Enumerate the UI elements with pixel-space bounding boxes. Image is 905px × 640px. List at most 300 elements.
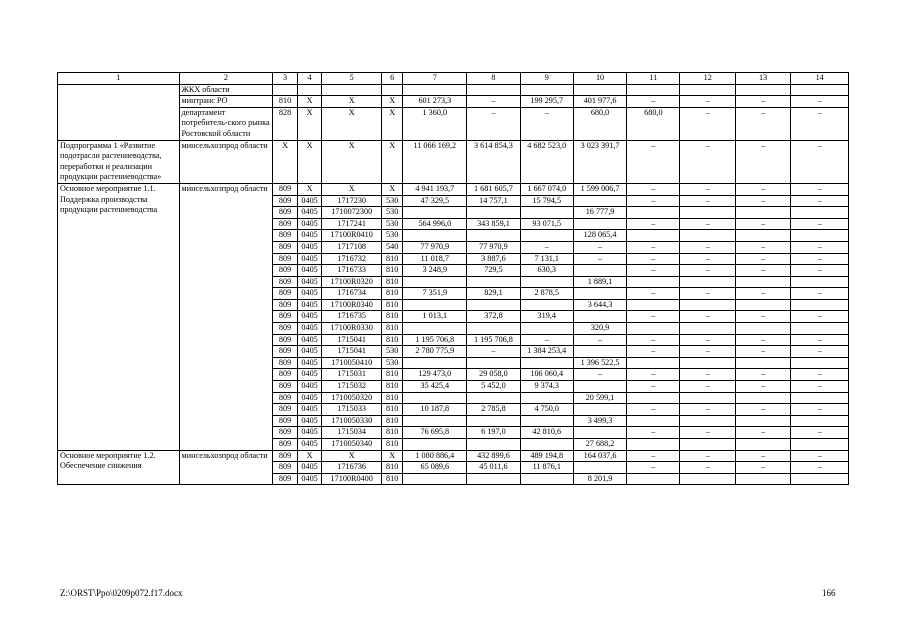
value-cell: 4 941 193,7 [403, 183, 467, 195]
value-cell [403, 439, 467, 451]
executor-cell: департамент потребитель-ского рынка Ростовской области [179, 107, 273, 140]
value-cell: 0405 [297, 218, 322, 230]
value-cell: 1710050320 [322, 392, 382, 404]
value-cell: – [735, 96, 790, 108]
value-cell: – [680, 96, 735, 108]
value-cell: 810 [382, 381, 403, 393]
value-cell [627, 230, 680, 242]
value-cell [735, 439, 790, 451]
value-cell: – [735, 183, 790, 195]
value-cell: 2 878,5 [520, 288, 573, 300]
value-cell [520, 230, 573, 242]
value-cell: 432 899,6 [467, 450, 520, 462]
executor-cell: минсельхозпрод области [179, 140, 273, 183]
value-cell: 0405 [297, 334, 322, 346]
value-cell: – [680, 404, 735, 416]
value-cell [573, 195, 626, 207]
value-cell: 1 889,1 [573, 276, 626, 288]
value-cell: X [297, 96, 322, 108]
value-cell [791, 299, 849, 311]
value-cell: – [735, 218, 790, 230]
value-cell [627, 392, 680, 404]
value-cell: – [627, 183, 680, 195]
value-cell [680, 84, 735, 96]
value-cell: – [627, 311, 680, 323]
value-cell: 0405 [297, 276, 322, 288]
value-cell [791, 439, 849, 451]
value-cell: 319,4 [520, 311, 573, 323]
value-cell [735, 323, 790, 335]
value-cell: – [735, 427, 790, 439]
value-cell: 809 [273, 427, 298, 439]
value-cell: – [627, 334, 680, 346]
value-cell [573, 381, 626, 393]
table-body [58, 84, 849, 485]
value-cell: – [791, 253, 849, 265]
value-cell: 0405 [297, 241, 322, 253]
value-cell: 1716734 [322, 288, 382, 300]
value-cell: 0405 [297, 392, 322, 404]
value-cell [403, 207, 467, 219]
column-header: 8 [467, 73, 520, 85]
value-cell: 0405 [297, 427, 322, 439]
value-cell: 1716736 [322, 462, 382, 474]
column-header: 6 [382, 73, 403, 85]
value-cell [680, 473, 735, 485]
value-cell: 809 [273, 404, 298, 416]
value-cell: X [382, 96, 403, 108]
value-cell: 829,1 [467, 288, 520, 300]
value-cell [680, 299, 735, 311]
value-cell [520, 84, 573, 96]
value-cell [573, 404, 626, 416]
value-cell: – [735, 107, 790, 140]
column-header: 12 [680, 73, 735, 85]
value-cell: – [735, 288, 790, 300]
value-cell: 17100R0410 [322, 230, 382, 242]
value-cell: 3 614 854,3 [467, 140, 520, 183]
value-cell: 828 [273, 107, 298, 140]
value-cell: 810 [382, 276, 403, 288]
value-cell: 14 757,1 [467, 195, 520, 207]
value-cell: 1 080 886,4 [403, 450, 467, 462]
value-cell [520, 439, 573, 451]
value-cell: – [680, 311, 735, 323]
value-cell: 810 [273, 96, 298, 108]
value-cell: – [735, 195, 790, 207]
value-cell [520, 357, 573, 369]
program-name-cell [58, 84, 180, 140]
value-cell [573, 265, 626, 277]
table-row [58, 450, 849, 462]
value-cell: 810 [382, 334, 403, 346]
value-cell: – [791, 462, 849, 474]
value-cell: – [791, 369, 849, 381]
column-header: 4 [297, 73, 322, 85]
value-cell: 1710050410 [322, 357, 382, 369]
column-header: 2 [179, 73, 273, 85]
value-cell: 810 [382, 265, 403, 277]
value-cell: – [573, 253, 626, 265]
value-cell [467, 207, 520, 219]
value-cell: 0405 [297, 195, 322, 207]
value-cell [735, 84, 790, 96]
value-cell: X [297, 107, 322, 140]
value-cell: 0405 [297, 462, 322, 474]
value-cell: – [573, 369, 626, 381]
value-cell [403, 276, 467, 288]
value-cell: 1 013,1 [403, 311, 467, 323]
value-cell: – [467, 107, 520, 140]
value-cell: – [520, 241, 573, 253]
value-cell [680, 276, 735, 288]
value-cell: – [791, 334, 849, 346]
value-cell: 809 [273, 253, 298, 265]
value-cell: – [627, 195, 680, 207]
value-cell: 729,5 [467, 265, 520, 277]
value-cell: 0405 [297, 230, 322, 242]
value-cell [627, 84, 680, 96]
value-cell [573, 288, 626, 300]
value-cell: 0405 [297, 323, 322, 335]
value-cell: 530 [382, 230, 403, 242]
value-cell: – [791, 404, 849, 416]
value-cell: 809 [273, 392, 298, 404]
value-cell: – [791, 450, 849, 462]
value-cell [467, 299, 520, 311]
column-header: 10 [573, 73, 626, 85]
value-cell: – [627, 241, 680, 253]
value-cell: 47 329,5 [403, 195, 467, 207]
value-cell: 809 [273, 381, 298, 393]
value-cell: 809 [273, 230, 298, 242]
value-cell: 3 887,6 [467, 253, 520, 265]
executor-cell: минсельхозпрод области [179, 450, 273, 485]
value-cell [680, 207, 735, 219]
executor-cell: минтранс РО [179, 96, 273, 108]
value-cell: 489 194,8 [520, 450, 573, 462]
value-cell: – [680, 288, 735, 300]
executor-cell: ЖКХ области [179, 84, 273, 96]
value-cell: 810 [382, 323, 403, 335]
value-cell: – [680, 183, 735, 195]
value-cell: 1 396 522,5 [573, 357, 626, 369]
value-cell [680, 392, 735, 404]
value-cell: 0405 [297, 381, 322, 393]
value-cell: 809 [273, 462, 298, 474]
value-cell [467, 230, 520, 242]
value-cell: 5 452,0 [467, 381, 520, 393]
value-cell: X [322, 140, 382, 183]
value-cell [573, 427, 626, 439]
value-cell: 1716732 [322, 253, 382, 265]
value-cell: 530 [382, 195, 403, 207]
value-cell: 6 197,0 [467, 427, 520, 439]
value-cell: X [273, 140, 298, 183]
value-cell [791, 84, 849, 96]
value-cell: – [680, 195, 735, 207]
value-cell [791, 473, 849, 485]
value-cell [467, 415, 520, 427]
value-cell: 129 473,0 [403, 369, 467, 381]
value-cell: 0405 [297, 357, 322, 369]
table-row [58, 140, 849, 183]
value-cell: 1715041 [322, 346, 382, 358]
value-cell: – [735, 381, 790, 393]
value-cell: X [382, 140, 403, 183]
value-cell: – [735, 369, 790, 381]
value-cell: 810 [382, 369, 403, 381]
value-cell: – [467, 346, 520, 358]
value-cell: – [735, 450, 790, 462]
value-cell: – [735, 346, 790, 358]
value-cell: X [382, 183, 403, 195]
value-cell: 809 [273, 311, 298, 323]
value-cell: 0405 [297, 369, 322, 381]
value-cell: 530 [382, 218, 403, 230]
value-cell: – [627, 450, 680, 462]
value-cell [297, 84, 322, 96]
value-cell [735, 415, 790, 427]
value-cell [520, 392, 573, 404]
value-cell [735, 230, 790, 242]
column-header: 11 [627, 73, 680, 85]
value-cell: 810 [382, 299, 403, 311]
value-cell: 17100R0320 [322, 276, 382, 288]
value-cell: 17100R0340 [322, 299, 382, 311]
value-cell [735, 392, 790, 404]
value-cell [627, 323, 680, 335]
value-cell [467, 84, 520, 96]
value-cell: 1715034 [322, 427, 382, 439]
value-cell: 809 [273, 334, 298, 346]
value-cell: – [627, 381, 680, 393]
value-cell: – [680, 462, 735, 474]
value-cell: – [735, 265, 790, 277]
value-cell: 680,0 [627, 107, 680, 140]
value-cell [403, 84, 467, 96]
value-cell: – [791, 381, 849, 393]
value-cell [467, 357, 520, 369]
value-cell: – [627, 346, 680, 358]
value-cell: – [627, 288, 680, 300]
value-cell: 1710072300 [322, 207, 382, 219]
value-cell: – [791, 241, 849, 253]
value-cell: 10 187,8 [403, 404, 467, 416]
value-cell [573, 218, 626, 230]
value-cell: 810 [382, 311, 403, 323]
value-cell: 15 794,5 [520, 195, 573, 207]
value-cell: 164 037,6 [573, 450, 626, 462]
value-cell [520, 415, 573, 427]
value-cell [627, 473, 680, 485]
value-cell: – [791, 140, 849, 183]
value-cell [403, 357, 467, 369]
column-header: 1 [58, 73, 180, 85]
value-cell [680, 230, 735, 242]
value-cell: 16 777,9 [573, 207, 626, 219]
value-cell: – [680, 346, 735, 358]
value-cell [467, 392, 520, 404]
value-cell [627, 415, 680, 427]
value-cell: 809 [273, 207, 298, 219]
value-cell [791, 415, 849, 427]
value-cell: 810 [382, 415, 403, 427]
value-cell: 35 425,4 [403, 381, 467, 393]
value-cell [735, 473, 790, 485]
value-cell: – [791, 96, 849, 108]
value-cell: – [680, 427, 735, 439]
value-cell: – [520, 334, 573, 346]
value-cell: 199 295,7 [520, 96, 573, 108]
value-cell: 810 [382, 462, 403, 474]
value-cell: 77 970,9 [467, 241, 520, 253]
value-cell: 809 [273, 183, 298, 195]
value-cell: 2 780 775,9 [403, 346, 467, 358]
column-header: 9 [520, 73, 573, 85]
value-cell [520, 299, 573, 311]
value-cell: 0405 [297, 439, 322, 451]
value-cell [403, 323, 467, 335]
value-cell [627, 276, 680, 288]
value-cell: 810 [382, 439, 403, 451]
value-cell: – [680, 218, 735, 230]
value-cell [627, 439, 680, 451]
value-cell: – [680, 381, 735, 393]
value-cell: 809 [273, 357, 298, 369]
value-cell: – [791, 288, 849, 300]
value-cell: 0405 [297, 299, 322, 311]
value-cell: 810 [382, 253, 403, 265]
value-cell: 0405 [297, 253, 322, 265]
value-cell: 77 970,9 [403, 241, 467, 253]
value-cell: 1 384 253,4 [520, 346, 573, 358]
value-cell: X [297, 450, 322, 462]
table-header-row [58, 73, 849, 85]
value-cell: 11 066 169,2 [403, 140, 467, 183]
value-cell: 809 [273, 299, 298, 311]
value-cell: 11 018,7 [403, 253, 467, 265]
value-cell: 1 681 605,7 [467, 183, 520, 195]
value-cell: – [791, 107, 849, 140]
column-header: 7 [403, 73, 467, 85]
value-cell [573, 346, 626, 358]
value-cell: 93 071,5 [520, 218, 573, 230]
value-cell: 0405 [297, 288, 322, 300]
value-cell [791, 276, 849, 288]
value-cell [627, 299, 680, 311]
page-number: 166 [822, 588, 836, 598]
value-cell: 1716735 [322, 311, 382, 323]
value-cell: 29 058,0 [467, 369, 520, 381]
value-cell: 810 [382, 473, 403, 485]
value-cell: – [467, 96, 520, 108]
value-cell [467, 323, 520, 335]
value-cell [467, 276, 520, 288]
value-cell [382, 84, 403, 96]
value-cell: 1716733 [322, 265, 382, 277]
value-cell: – [735, 241, 790, 253]
value-cell: 7 131,1 [520, 253, 573, 265]
value-cell: 810 [382, 427, 403, 439]
value-cell: X [297, 183, 322, 195]
value-cell: X [322, 183, 382, 195]
value-cell: 401 977,6 [573, 96, 626, 108]
value-cell: – [791, 183, 849, 195]
value-cell: 1715031 [322, 369, 382, 381]
value-cell: 0405 [297, 311, 322, 323]
value-cell: 809 [273, 323, 298, 335]
program-name-cell: Основное мероприятие 1.2. Обеспечение снижения [58, 450, 180, 485]
value-cell: 630,3 [520, 265, 573, 277]
value-cell: 809 [273, 241, 298, 253]
value-cell [627, 207, 680, 219]
value-cell [520, 276, 573, 288]
value-cell: 809 [273, 276, 298, 288]
value-cell [573, 311, 626, 323]
value-cell: – [735, 404, 790, 416]
value-cell: – [627, 140, 680, 183]
value-cell: 27 688,2 [573, 439, 626, 451]
value-cell: 530 [382, 346, 403, 358]
value-cell: 3 499,3 [573, 415, 626, 427]
value-cell: – [680, 140, 735, 183]
value-cell [680, 357, 735, 369]
value-cell [467, 473, 520, 485]
column-header: 5 [322, 73, 382, 85]
value-cell: 810 [382, 404, 403, 416]
executor-cell: минсельхозпрод области [179, 183, 273, 450]
value-cell: – [627, 253, 680, 265]
value-cell: 4 682 523,0 [520, 140, 573, 183]
value-cell: 65 089,6 [403, 462, 467, 474]
value-cell: 0405 [297, 207, 322, 219]
value-cell: 3 023 391,7 [573, 140, 626, 183]
value-cell: 0405 [297, 473, 322, 485]
value-cell: 1710050330 [322, 415, 382, 427]
value-cell: 9 374,3 [520, 381, 573, 393]
value-cell: 1717230 [322, 195, 382, 207]
value-cell: – [680, 265, 735, 277]
value-cell [403, 299, 467, 311]
value-cell: X [322, 107, 382, 140]
value-cell [520, 323, 573, 335]
value-cell [403, 230, 467, 242]
value-cell [735, 299, 790, 311]
value-cell: 1 599 006,7 [573, 183, 626, 195]
value-cell [791, 323, 849, 335]
value-cell: 809 [273, 450, 298, 462]
value-cell: – [791, 218, 849, 230]
value-cell [627, 357, 680, 369]
value-cell: 809 [273, 369, 298, 381]
value-cell: 540 [382, 241, 403, 253]
value-cell: – [680, 334, 735, 346]
value-cell: 564 996,0 [403, 218, 467, 230]
value-cell: 17100R0400 [322, 473, 382, 485]
value-cell [467, 439, 520, 451]
value-cell [791, 357, 849, 369]
value-cell [680, 439, 735, 451]
value-cell: – [627, 218, 680, 230]
value-cell: – [627, 96, 680, 108]
value-cell: – [573, 241, 626, 253]
table-row [58, 183, 849, 195]
value-cell [573, 462, 626, 474]
value-cell: – [680, 369, 735, 381]
program-name-cell: Основное мероприятие 1.1. Поддержка производства продукции растениеводства [58, 183, 180, 450]
value-cell: 680,0 [573, 107, 626, 140]
